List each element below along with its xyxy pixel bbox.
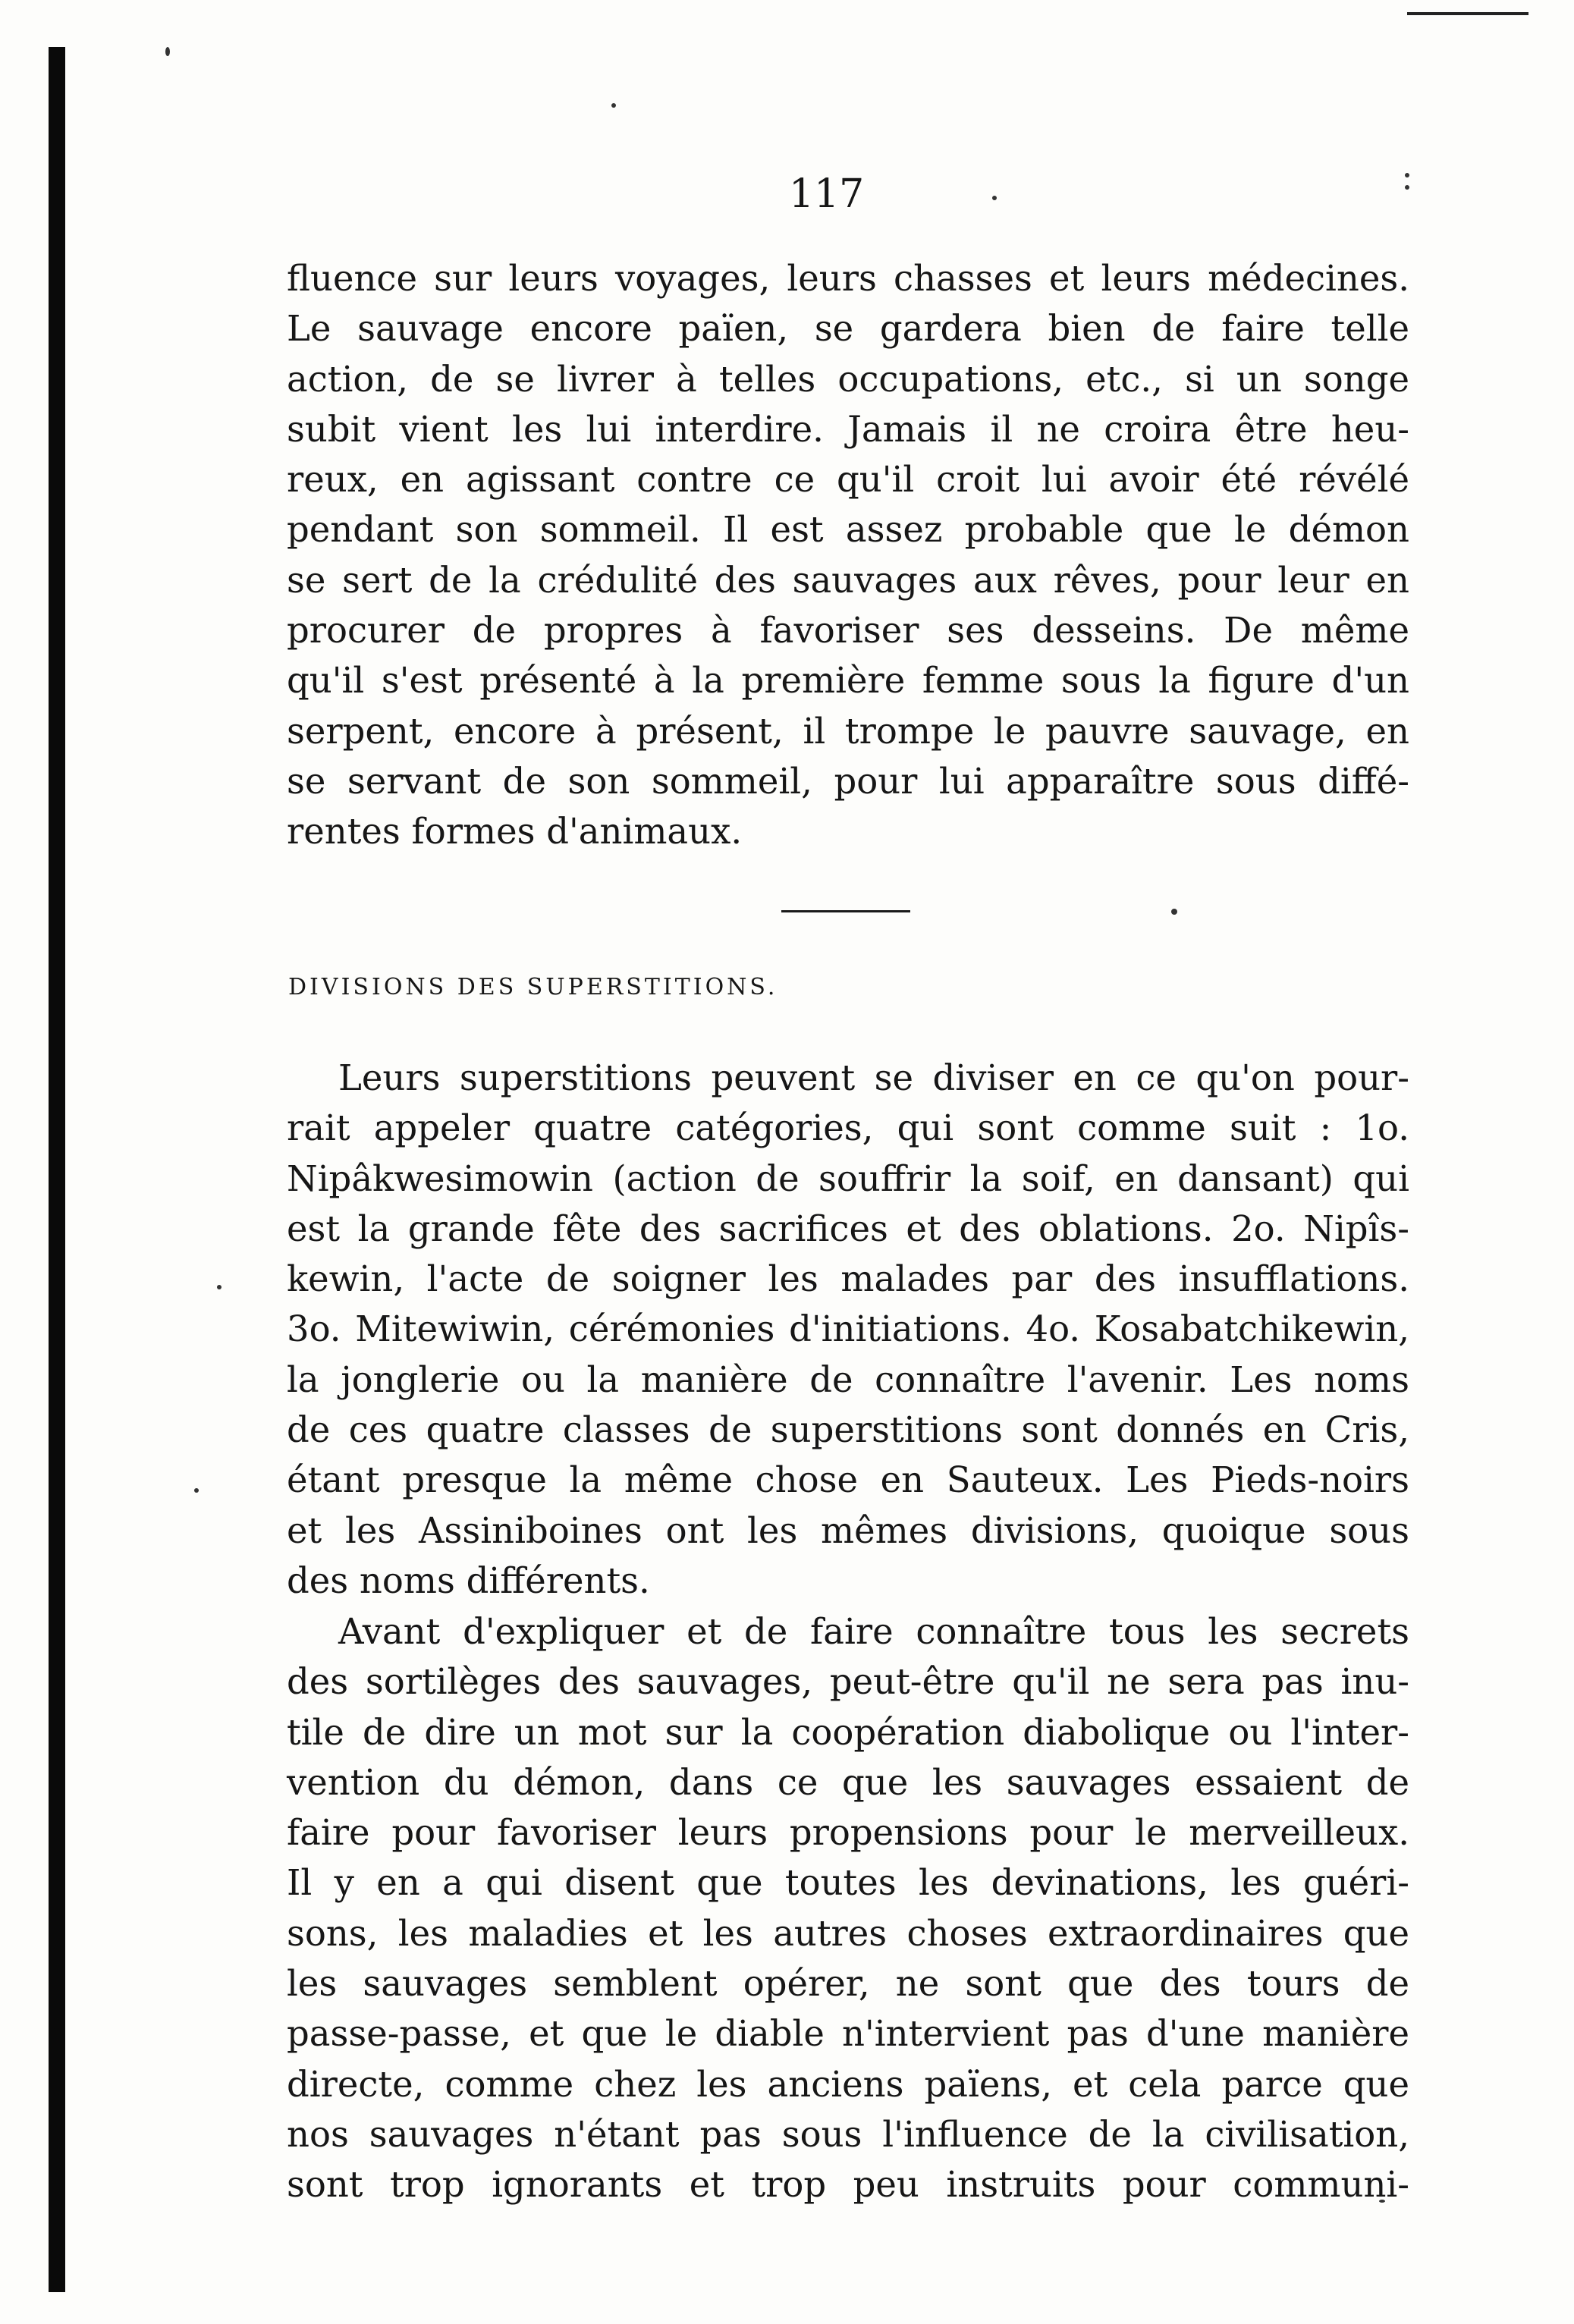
- text-line: et les Assiniboines ont les mêmes divisions, quoique sous: [287, 1509, 1409, 1551]
- text-line: de ces quatre classes de superstitions sont donnés en Cris,: [287, 1409, 1409, 1451]
- speck: [217, 1285, 221, 1289]
- speck: [1405, 173, 1409, 177]
- section-separator: [781, 910, 910, 912]
- text-line: qu'il s'est présenté à la première femme sous la figure d'un: [287, 660, 1409, 702]
- text-line: kewin, l'acte de soigner les malades par des insufflations.: [287, 1258, 1409, 1300]
- speck: [611, 103, 616, 108]
- text-line: directe, comme chez les anciens païens, et cela parce que: [287, 2063, 1409, 2105]
- text-line: des sortilèges des sauvages, peut-être qu'il ne sera pas inu-: [287, 1661, 1409, 1703]
- text-line: se servant de son sommeil, pour lui apparaître sous diffé-: [287, 760, 1409, 802]
- text-line: pendant son sommeil. Il est assez probable que le démon: [287, 509, 1409, 551]
- paragraph-explanation: [287, 1606, 1409, 2210]
- text-line: action, de se livrer à telles occupations, etc., si un songe: [287, 358, 1409, 400]
- text-line: faire pour favoriser leurs propensions pour le merveilleux.: [287, 1812, 1409, 1854]
- text-line: passe-passe, et que le diable n'intervient pas d'une manière: [287, 2013, 1409, 2055]
- top-rule: [1407, 12, 1528, 15]
- text-line: 3o. Mitewiwin, cérémonies d'initiations. 4o. Kosabatchikewin,: [287, 1308, 1409, 1350]
- text-line: la jonglerie ou la manière de connaître l'avenir. Les noms: [287, 1358, 1409, 1400]
- text-line: Le sauvage encore païen, se gardera bien de faire telle: [287, 308, 1409, 350]
- text-line: étant presque la même chose en Sauteux. Les Pieds-noirs: [287, 1459, 1409, 1501]
- speck: [992, 196, 997, 200]
- text-line: rait appeler quatre catégories, qui sont comme suit : 1o.: [287, 1107, 1409, 1149]
- text-line: sont trop ignorants et trop peu instruits pour communi-: [287, 2164, 1409, 2206]
- text-line: rentes formes d'animaux.: [287, 811, 743, 853]
- intro-paragraph: [287, 253, 1409, 857]
- text-line: tile de dire un mot sur la coopération diabolique ou l'inter-: [287, 1711, 1409, 1753]
- paragraph-categories: [287, 1053, 1409, 1606]
- text-line: Leurs superstitions peuvent se diviser en ce qu'on pour-: [338, 1057, 1409, 1098]
- text-line: est la grande fête des sacrifices et des oblations. 2o. Nipîs-: [287, 1208, 1409, 1249]
- text-line: serpent, encore à présent, il trompe le pauvre sauvage, en: [287, 710, 1409, 752]
- text-line: vention du démon, dans ce que les sauvages essaient de: [287, 1761, 1409, 1803]
- text-line: Nipâkwesimowin (action de souffrir la soif, en dansant) qui: [287, 1157, 1409, 1199]
- text-line: Il y en a qui disent que toutes les devinations, les guéri-: [287, 1862, 1409, 1904]
- text-line: reux, en agissant contre ce qu'il croit lui avoir été révélé: [287, 459, 1409, 501]
- text-line: des noms différents.: [287, 1559, 650, 1601]
- speck: [194, 1488, 199, 1493]
- text-line: subit vient les lui interdire. Jamais il ne croira être heu-: [287, 408, 1409, 450]
- page-number: 117: [789, 171, 865, 217]
- section-heading: DIVISIONS DES SUPERSTITIONS.: [288, 974, 778, 1000]
- text-line: les sauvages semblent opérer, ne sont que des tours de: [287, 1963, 1409, 2005]
- book-spine-shadow: [49, 47, 65, 2292]
- text-line: sons, les maladies et les autres choses extraordinaires que: [287, 1912, 1409, 1954]
- text-line: se sert de la crédulité des sauvages aux rêves, pour leur en: [287, 559, 1409, 601]
- speck: [165, 47, 170, 56]
- text-line: Avant d'expliquer et de faire connaître tous les secrets: [338, 1611, 1409, 1652]
- text-line: procurer de propres à favoriser ses desseins. De même: [287, 610, 1409, 652]
- text-line: nos sauvages n'étant pas sous l'influence de la civilisation,: [287, 2113, 1409, 2155]
- text-line: fluence sur leurs voyages, leurs chasses et leurs médecines.: [287, 258, 1409, 299]
- speck: [1405, 185, 1409, 190]
- speck: [1171, 909, 1177, 915]
